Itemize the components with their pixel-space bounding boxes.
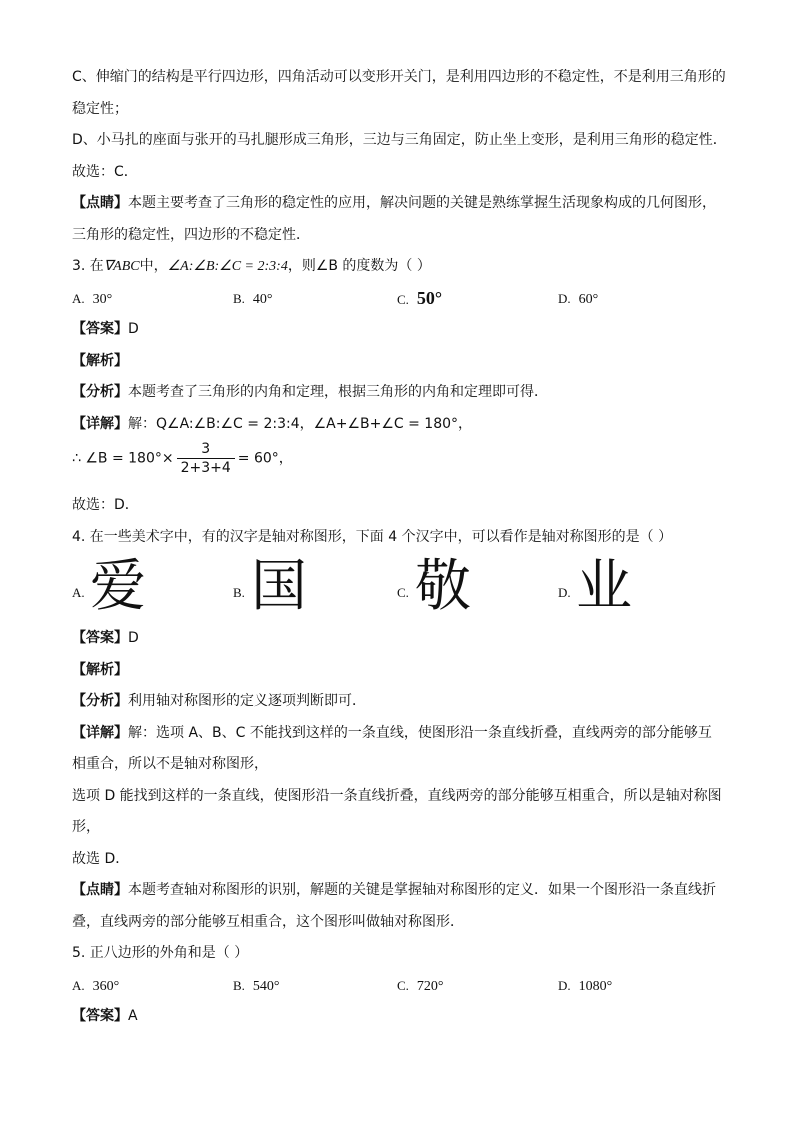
q3-analysis-heading: 【解析】 <box>72 352 128 369</box>
q3-option-d: D. 60° <box>558 290 599 307</box>
q4-detail-line4: 形， <box>72 819 100 835</box>
comment-tag: 【点睛】 <box>72 195 128 211</box>
q2-comment-line2: 三角形的稳定性，四边形的不稳定性． <box>72 226 310 243</box>
q5-option-a: A. 360° <box>72 977 120 994</box>
angle-ratio: ∠A:∠B:∠C = 2:3:4 <box>167 259 288 274</box>
q3-option-c: C. 50° <box>397 287 443 308</box>
q2-option-c-explanation-line2: 稳定性； <box>72 100 128 117</box>
q2-choice: 故选：C． <box>72 163 138 180</box>
q5-option-b: B. 540° <box>233 977 280 994</box>
fraction: $\frac{3}{2+3+4}$ <box>177 440 235 477</box>
q4-analysis-heading: 【解析】 <box>72 661 128 678</box>
triangle-name: ∇ABC <box>103 259 140 274</box>
q3-fenxi: 【分析】本题考查了三角形的内角和定理，根据三角形的内角和定理即可得． <box>72 384 548 400</box>
q5-stem: 5. 正八边形的外角和是（ ） <box>72 945 249 961</box>
q2-option-c-explanation-line1: C、伸缩门的结构是平行四边形，四角活动可以变形开关门，是利用四边形的不稳定性，不是利用三角形的 <box>72 69 726 85</box>
q2-option-d-explanation: D、小马扎的座面与张开的马扎腿形成三角形，三边与三角固定，防止坐上变形，是利用三角形的稳定性． <box>72 132 727 148</box>
q3-calculation: ∴ ∠B = 180°× $\frac{3}{2+3+4}$ = 60°， <box>72 441 293 476</box>
q5-option-d: D. 1080° <box>558 977 613 994</box>
q3-answer: 【答案】D <box>72 321 139 337</box>
q2-comment-line1 <box>72 188 732 220</box>
q4-comment-line2: 叠，直线两旁的部分能够互相重合，这个图形叫做轴对称图形． <box>72 913 464 930</box>
q4-options: A. 爱 B. 国 C. 敬 D. 业 <box>72 554 632 619</box>
q3-detail-line1: 【详解】解：Q∠A:∠B:∠C = 2:3:4，∠A+∠B+∠C = 180°， <box>72 415 473 432</box>
q3-option-b: B. 40° <box>233 290 273 307</box>
q5-option-c: C. 720° <box>397 977 444 994</box>
char-ai: 爱 <box>90 554 146 619</box>
q4-comment-line1: 【点睛】本题考查轴对称图形的识别，解题的关键是掌握轴对称图形的定义．如果一个图形沿一条直线折 <box>72 882 716 898</box>
q3-option-a: A. 30° <box>72 290 113 307</box>
q5-answer: 【答案】A <box>72 1008 138 1024</box>
document-page <box>72 62 732 1033</box>
q4-fenxi: 【分析】利用轴对称图形的定义逐项判断即可． <box>72 693 366 709</box>
q5-options <box>72 970 732 1002</box>
q4-detail-line2: 相重合，所以不是轴对称图形， <box>72 756 268 772</box>
q3-stem: 3. 在∇ABC中，∠A:∠B:∠C = 2:3:4，则∠B 的度数为（ ） <box>72 258 431 274</box>
comment-text: 本题主要考查了三角形的稳定性的应用，解决问题的关键是熟练掌握生活现象构成的几何图形， <box>128 195 716 211</box>
q4-detail-line3: 选项 D 能找到这样的一条直线，使图形沿一条直线折叠，直线两旁的部分能够互相重合，所以是轴对称图 <box>72 787 722 804</box>
char-guo: 国 <box>251 554 307 619</box>
q4-detail-line1: 【详解】解：选项 A、B、C 不能找到这样的一条直线，使图形沿一条直线折叠，直线两旁的部分能够互 <box>72 724 712 741</box>
q4-answer: 【答案】D <box>72 630 139 646</box>
q4-choice: 故选 D． <box>72 850 130 867</box>
q4-stem: 4. 在一些美术字中，有的汉字是轴对称图形，下面 4 个汉字中，可以看作是轴对称图形的是（ ） <box>72 528 673 545</box>
q3-options <box>72 283 732 315</box>
char-ye: 业 <box>576 554 632 619</box>
q3-choice: 故选：D． <box>72 497 139 513</box>
char-jing: 敬 <box>415 554 471 619</box>
